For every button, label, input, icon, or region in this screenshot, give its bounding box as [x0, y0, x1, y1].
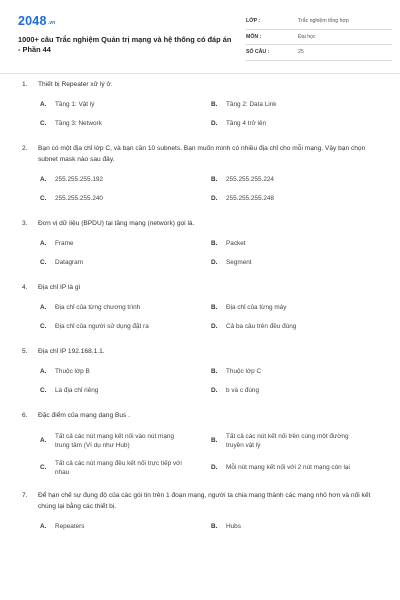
question-item: [22, 79, 382, 133]
option-text: Tầng 1: Vật lý: [55, 101, 95, 108]
option-d[interactable]: [211, 189, 382, 208]
option-text: Tất cả các nút kết nối trên cùng một đường truyền vật lý: [226, 432, 349, 449]
option-letter: D.: [211, 120, 218, 127]
option-letter: C.: [40, 120, 47, 127]
header-divider: [0, 73, 400, 74]
option-b[interactable]: [211, 170, 382, 189]
option-text: Mỗi nút mạng kết nối với 2 nút mạng còn lại: [226, 464, 350, 471]
option-text: Hubs: [226, 523, 241, 530]
options: [22, 95, 382, 133]
option-d[interactable]: [211, 454, 382, 481]
question-text: Địa chỉ IP là gì: [38, 284, 81, 291]
option-a[interactable]: [40, 95, 211, 114]
option-b[interactable]: [211, 517, 382, 536]
question-text-row: [22, 490, 382, 512]
option-d[interactable]: [211, 317, 382, 336]
option-letter: B.: [211, 368, 218, 375]
option-letter: C.: [40, 195, 47, 202]
option-letter: A.: [40, 304, 47, 311]
question-text: Đơn vị dữ liệu (BPDU) tại tầng mạng (network) gọi là.: [38, 220, 195, 227]
logo-text: 2048: [18, 14, 47, 28]
question-number: 4.: [22, 284, 28, 291]
option-b[interactable]: [211, 362, 382, 381]
question-text-row: [22, 218, 382, 229]
meta-label: SỐ CÂU :: [246, 49, 270, 55]
question-number: 1.: [22, 81, 28, 88]
option-c[interactable]: [40, 317, 211, 336]
question-item: [22, 346, 382, 400]
meta-label: LỚP :: [246, 18, 261, 24]
question-text: Thiết bị Repeater xử lý ở.: [38, 81, 113, 88]
option-letter: A.: [40, 240, 47, 247]
question-text-row: [22, 282, 382, 293]
option-letter: B.: [211, 240, 218, 247]
option-letter: B.: [211, 101, 218, 108]
options: [22, 362, 382, 400]
option-c[interactable]: [40, 189, 211, 208]
question-number: 3.: [22, 220, 28, 227]
option-d[interactable]: [211, 381, 382, 400]
question-number: 5.: [22, 348, 28, 355]
option-letter: B.: [211, 304, 218, 311]
question-item: [22, 490, 382, 536]
option-text: 255.255.255.224: [226, 176, 274, 183]
option-text: Tất cả các nút mạng kết nối vào nút mạng trung tâm (Ví dụ như Hub): [55, 432, 175, 449]
question-text-row: [22, 410, 382, 421]
question-text-row: [22, 143, 382, 165]
option-text: Tầng 4 trở lên: [226, 120, 267, 127]
option-letter: A.: [40, 523, 47, 530]
question-text: Đặc điểm của mạng dạng Bus .: [38, 412, 130, 419]
option-letter: D.: [211, 323, 218, 330]
option-b[interactable]: [211, 298, 382, 317]
option-c[interactable]: [40, 253, 211, 272]
meta-value: 25: [298, 49, 304, 55]
options: [22, 234, 382, 272]
question-item: [22, 143, 382, 208]
question-text: Địa chỉ IP 192.168.1.1.: [38, 348, 105, 355]
option-a[interactable]: [40, 362, 211, 381]
question-item: [22, 282, 382, 336]
question-text-row: [22, 79, 382, 90]
meta-value: Đại học: [298, 33, 316, 40]
option-letter: A.: [40, 176, 47, 183]
option-c[interactable]: [40, 454, 211, 481]
meta-info: [246, 14, 392, 61]
option-letter: D.: [211, 259, 218, 266]
option-letter: B.: [211, 523, 218, 530]
option-a[interactable]: [40, 298, 211, 317]
meta-row-class: [246, 14, 392, 30]
question-text-row: [22, 346, 382, 357]
meta-row-subject: [246, 30, 392, 46]
option-text: Packet: [226, 240, 246, 247]
option-text: 255.255.255.248: [226, 195, 274, 202]
option-text: Tất cả các nút mạng đều kết nối trực tiếp với nhau: [55, 459, 182, 476]
option-b[interactable]: [211, 95, 382, 114]
option-text: Địa chỉ của từng máy: [226, 304, 287, 311]
option-letter: A.: [40, 101, 47, 108]
option-c[interactable]: [40, 381, 211, 400]
option-text: Tầng 2: Data Link: [226, 101, 277, 108]
question-number: 6.: [22, 412, 28, 419]
option-text: Thuộc lớp B: [55, 368, 90, 375]
document-title: 1000+ câu Trắc nghiệm Quản trị mạng và hệ thống có đáp án - Phần 44: [18, 35, 232, 54]
options: [22, 427, 382, 481]
option-text: b và c đúng: [226, 387, 260, 394]
option-text: Repeaters: [55, 523, 85, 530]
logo-suffix: .vn: [47, 20, 56, 26]
option-letter: D.: [211, 464, 218, 471]
question-number: 7.: [22, 492, 28, 499]
option-text: Địa chỉ của từng chương trình: [55, 304, 141, 311]
document-header: [18, 14, 382, 72]
option-letter: D.: [211, 387, 218, 394]
option-a[interactable]: [40, 517, 211, 536]
option-letter: B.: [211, 176, 218, 183]
option-b[interactable]: [211, 234, 382, 253]
option-letter: A.: [40, 437, 47, 444]
site-logo[interactable]: [18, 14, 55, 28]
option-text: 255.255.255.192: [55, 176, 103, 183]
meta-row-question-count: [246, 45, 392, 61]
option-letter: B.: [211, 437, 218, 444]
option-letter: C.: [40, 464, 47, 471]
option-text: Là địa chỉ riêng: [55, 387, 99, 394]
option-a[interactable]: [40, 234, 211, 253]
option-text: 255.255.255.240: [55, 195, 103, 202]
option-c[interactable]: [40, 114, 211, 133]
option-letter: C.: [40, 387, 47, 394]
option-text: Segment: [226, 259, 252, 266]
option-a[interactable]: [40, 170, 211, 189]
options: [22, 298, 382, 336]
option-a[interactable]: [40, 427, 211, 454]
question-item: [22, 218, 382, 272]
option-d[interactable]: [211, 253, 382, 272]
option-letter: A.: [40, 368, 47, 375]
question-number: 2.: [22, 145, 28, 152]
option-letter: C.: [40, 259, 47, 266]
option-letter: D.: [211, 195, 218, 202]
meta-value: Trắc nghiệm tổng hợp: [298, 18, 349, 24]
option-letter: C.: [40, 323, 47, 330]
option-text: Cả ba câu trên đều đúng: [226, 323, 297, 330]
question-list: [22, 78, 382, 536]
option-text: Thuộc lớp C: [226, 368, 262, 375]
option-text: Frame: [55, 240, 74, 247]
question-text: Để hạn chế sự đụng độ của các gói tin trên 1 đoạn mạng, người ta chia mạng thành các mạng nhỏ hơn và nối kết chúng lại bằng các thiết bị.: [38, 492, 371, 510]
options: [22, 170, 382, 208]
question-item: [22, 410, 382, 481]
meta-label: MÔN :: [246, 33, 262, 40]
option-text: Tầng 3: Network: [55, 120, 102, 127]
option-text: Datagram: [55, 259, 84, 266]
option-text: Địa chỉ của người sử dụng đặt ra: [55, 323, 149, 330]
question-text: Bạn có một địa chỉ lớp C, và bạn cần 10 subnets. Bạn muốn mình có nhiều địa chỉ cho mỗi mạng. Vậy bạn chọn subnet mask nào sau đây.: [38, 145, 366, 163]
option-b[interactable]: [211, 427, 382, 454]
option-d[interactable]: [211, 114, 382, 133]
options: [22, 517, 382, 536]
